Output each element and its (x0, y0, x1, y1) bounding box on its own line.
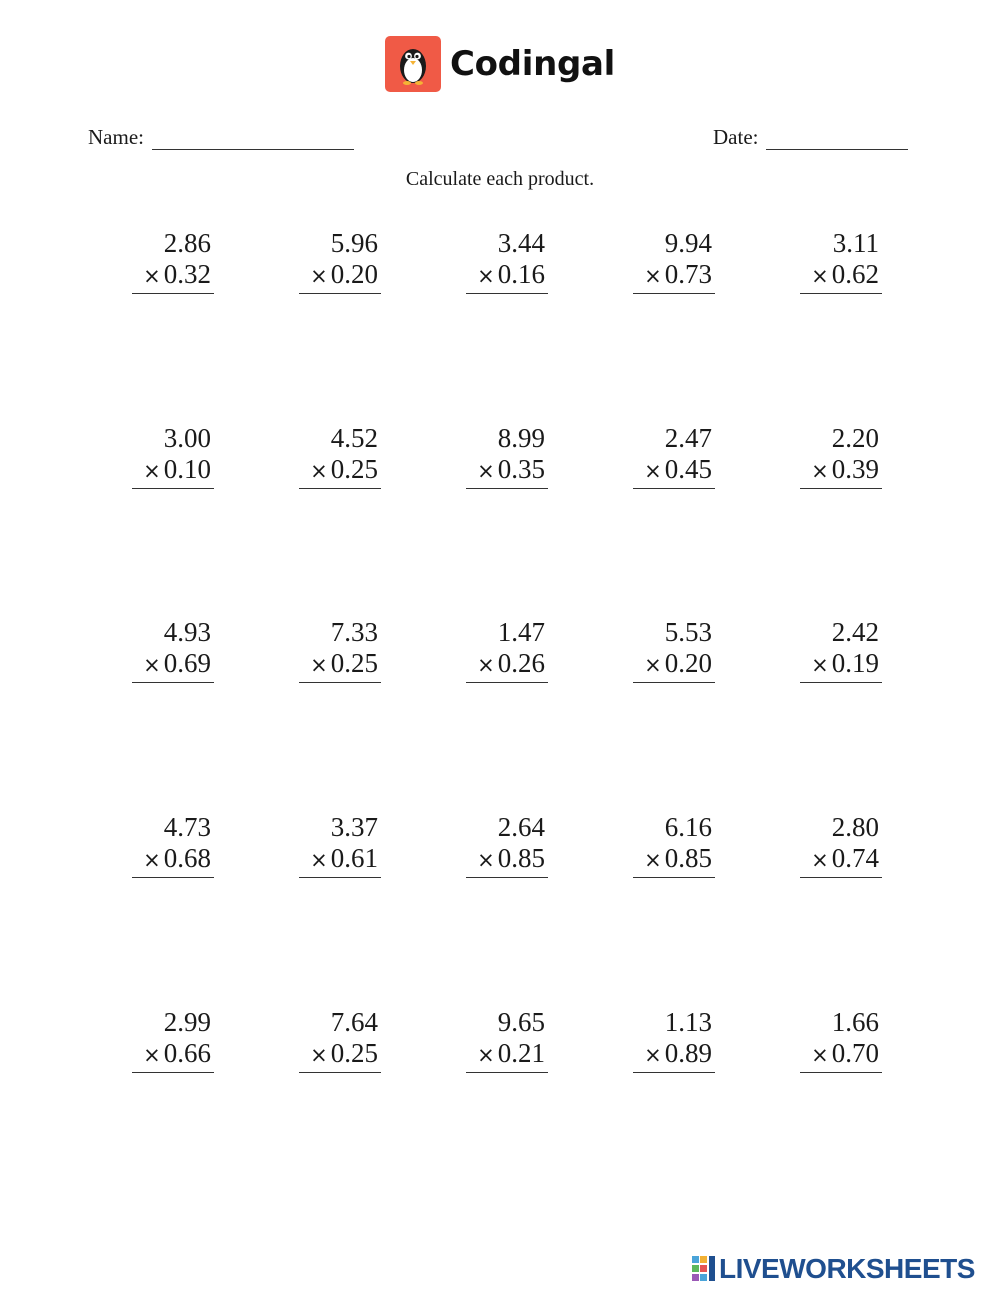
multiplier: 0.21 (497, 1038, 545, 1068)
multiplier: 0.39 (831, 454, 879, 484)
problem-18 (466, 811, 548, 878)
multiplier: 0.20 (330, 259, 378, 289)
times-sign: × (310, 1043, 328, 1067)
times-sign: × (143, 848, 161, 872)
multiplier-row (800, 843, 882, 878)
multiplier: 0.25 (330, 1038, 378, 1068)
problem-9 (633, 422, 715, 489)
multiplier: 0.73 (664, 259, 712, 289)
date-label: Date: (713, 125, 759, 149)
times-sign: × (811, 848, 829, 872)
multiplicand: 2.86 (163, 228, 211, 258)
multiplier: 0.85 (497, 843, 545, 873)
times-sign: × (644, 653, 662, 677)
multiplier: 0.74 (831, 843, 879, 873)
problem-2 (299, 227, 381, 294)
times-sign: × (644, 264, 662, 288)
multiplicand: 2.99 (163, 1007, 211, 1037)
problem-25 (800, 1006, 882, 1073)
multiplicand: 2.47 (664, 423, 712, 453)
problem-12 (299, 616, 381, 683)
multiplier-row (800, 648, 882, 683)
multiplier-row (299, 454, 381, 489)
multiplier: 0.20 (664, 648, 712, 678)
problem-19 (633, 811, 715, 878)
problem-5 (800, 227, 882, 294)
problem-22 (299, 1006, 381, 1073)
multiplier-row (633, 843, 715, 878)
multiplier: 0.45 (664, 454, 712, 484)
multiplicand: 2.64 (497, 812, 545, 842)
times-sign: × (811, 1043, 829, 1067)
multiplicand: 7.64 (330, 1007, 378, 1037)
penguin-icon (393, 42, 433, 86)
times-sign: × (310, 264, 328, 288)
multiplicand: 5.53 (664, 617, 712, 647)
problem-7 (299, 422, 381, 489)
multiplier: 0.26 (497, 648, 545, 678)
multiplier: 0.62 (831, 259, 879, 289)
multiplicand: 9.94 (664, 228, 712, 258)
multiplier-row (132, 454, 214, 489)
multiplicand: 1.47 (497, 617, 545, 647)
multiplier-row (466, 259, 548, 294)
multiplicand: 9.65 (497, 1007, 545, 1037)
times-sign: × (644, 848, 662, 872)
problem-14 (633, 616, 715, 683)
multiplier: 0.19 (831, 648, 879, 678)
multiplier: 0.66 (163, 1038, 211, 1068)
multiplier-row (466, 648, 548, 683)
times-sign: × (143, 264, 161, 288)
problem-8 (466, 422, 548, 489)
multiplicand: 8.99 (497, 423, 545, 453)
multiplicand: 1.66 (831, 1007, 879, 1037)
multiplier: 0.70 (831, 1038, 879, 1068)
multiplier: 0.85 (664, 843, 712, 873)
multiplicand: 5.96 (330, 228, 378, 258)
date-blank[interactable] (766, 123, 908, 150)
problem-20 (800, 811, 882, 878)
multiplier: 0.16 (497, 259, 545, 289)
multiplier-row (466, 843, 548, 878)
multiplier-row (299, 1038, 381, 1073)
times-sign: × (644, 1043, 662, 1067)
times-sign: × (143, 459, 161, 483)
times-sign: × (477, 1043, 495, 1067)
multiplicand: 2.42 (831, 617, 879, 647)
multiplicand: 3.44 (497, 228, 545, 258)
problem-16 (132, 811, 214, 878)
problem-4 (633, 227, 715, 294)
multiplicand: 2.80 (831, 812, 879, 842)
problem-13 (466, 616, 548, 683)
problem-10 (800, 422, 882, 489)
multiplier-row (466, 1038, 548, 1073)
multiplier: 0.32 (163, 259, 211, 289)
times-sign: × (811, 264, 829, 288)
problem-17 (299, 811, 381, 878)
header (0, 36, 1000, 92)
problem-24 (633, 1006, 715, 1073)
times-sign: × (143, 653, 161, 677)
multiplier-row (132, 259, 214, 294)
times-sign: × (310, 459, 328, 483)
multiplicand: 7.33 (330, 617, 378, 647)
multiplier: 0.25 (330, 454, 378, 484)
multiplier: 0.25 (330, 648, 378, 678)
multiplicand: 4.93 (163, 617, 211, 647)
multiplicand: 4.52 (330, 423, 378, 453)
problem-21 (132, 1006, 214, 1073)
name-field (88, 123, 354, 150)
multiplicand: 3.11 (832, 228, 879, 258)
name-blank[interactable] (152, 123, 354, 150)
problem-15 (800, 616, 882, 683)
multiplicand: 1.13 (664, 1007, 712, 1037)
problem-6 (132, 422, 214, 489)
multiplier-row (132, 843, 214, 878)
date-field (713, 123, 908, 150)
multiplier-row (299, 648, 381, 683)
multiplier-row (132, 1038, 214, 1073)
multiplier-row (633, 1038, 715, 1073)
multiplier-row (299, 259, 381, 294)
multiplicand: 6.16 (664, 812, 712, 842)
multiplier: 0.35 (497, 454, 545, 484)
multiplier-row (633, 648, 715, 683)
times-sign: × (310, 653, 328, 677)
name-label: Name: (88, 125, 144, 149)
footer-brand: LIVEWORKSHEETS (719, 1253, 975, 1284)
times-sign: × (644, 459, 662, 483)
problem-11 (132, 616, 214, 683)
times-sign: × (811, 653, 829, 677)
multiplier-row (132, 648, 214, 683)
times-sign: × (477, 459, 495, 483)
multiplier-row (800, 259, 882, 294)
multiplier-row (633, 259, 715, 294)
footer-logo (692, 1253, 975, 1285)
problem-1 (132, 227, 214, 294)
multiplier: 0.89 (664, 1038, 712, 1068)
multiplier-row (800, 1038, 882, 1073)
multiplier-row (466, 454, 548, 489)
times-sign: × (811, 459, 829, 483)
multiplier-row (633, 454, 715, 489)
multiplicand: 2.20 (831, 423, 879, 453)
times-sign: × (477, 653, 495, 677)
codingal-logo (385, 36, 441, 92)
multiplier-row (800, 454, 882, 489)
multiplicand: 3.00 (163, 423, 211, 453)
problem-3 (466, 227, 548, 294)
multiplicand: 3.37 (330, 812, 378, 842)
brand-name: Codingal (449, 44, 616, 84)
multiplier-row (299, 843, 381, 878)
times-sign: × (310, 848, 328, 872)
problem-23 (466, 1006, 548, 1073)
multiplier: 0.10 (163, 454, 211, 484)
multiplier: 0.69 (163, 648, 211, 678)
instructions: Calculate each product. (405, 168, 595, 190)
liveworksheets-logo-icon (692, 1256, 716, 1282)
multiplier: 0.61 (330, 843, 378, 873)
times-sign: × (477, 848, 495, 872)
times-sign: × (143, 1043, 161, 1067)
times-sign: × (477, 264, 495, 288)
multiplier: 0.68 (163, 843, 211, 873)
multiplicand: 4.73 (163, 812, 211, 842)
